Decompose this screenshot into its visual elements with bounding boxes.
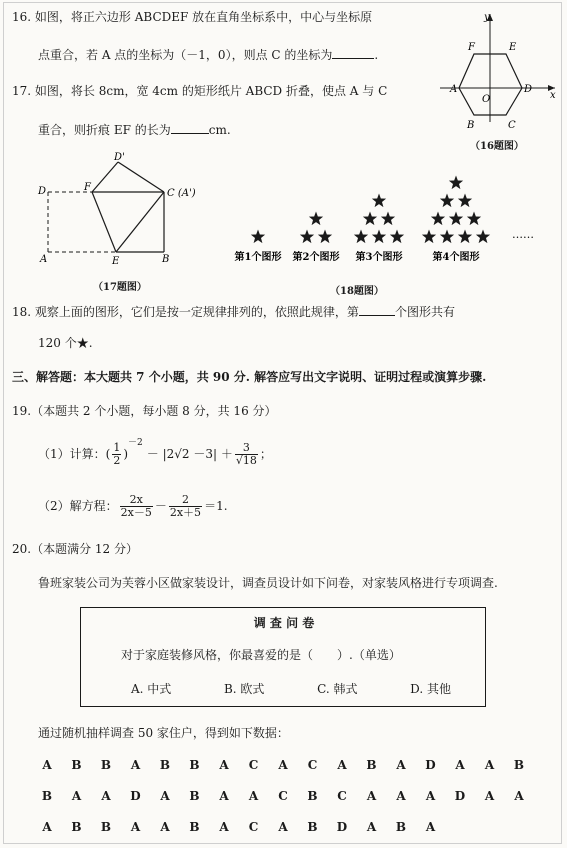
- star-icon: [440, 194, 454, 208]
- survey-data-cell: B: [100, 758, 112, 772]
- q20-intro-text: （本题满分 12 分）: [31, 542, 138, 556]
- survey-data-cell: A: [425, 820, 436, 834]
- fig16-label-c: C: [508, 120, 516, 131]
- survey-data-cell: A: [366, 789, 377, 803]
- survey-data-cell: C: [278, 789, 288, 803]
- star-icon: [449, 212, 463, 226]
- q17-text-line2: 重合，则折痕 EF 的长为: [38, 123, 171, 137]
- survey-data-cell: A: [42, 758, 52, 772]
- q19-p1-label: （1）计算：: [38, 447, 106, 461]
- survey-data-cell: B: [189, 758, 200, 772]
- star-icon: [440, 230, 454, 244]
- fig17-label-a: A: [40, 254, 48, 265]
- fig17-label-dprime: D': [114, 152, 125, 163]
- q20-description: 鲁班家装公司为芙蓉小区做家装设计，调查员设计如下问卷，对家装风格进行专项调查.: [38, 576, 498, 590]
- q17-line1: [12, 84, 387, 98]
- star-icon: [458, 230, 472, 244]
- survey-options: [131, 682, 451, 696]
- q19-part2: [38, 488, 228, 524]
- fig16-diagram: [430, 10, 560, 130]
- star-icon: [354, 230, 368, 244]
- survey-data-cell: B: [307, 789, 318, 803]
- star-pattern-label: 第3个图形: [355, 252, 403, 263]
- q19-p2-minus: －: [154, 499, 167, 513]
- survey-data-cell: B: [189, 820, 200, 834]
- survey-data-cell: B: [159, 758, 171, 772]
- fig16-label-d: D: [524, 84, 533, 95]
- section3-heading: 三、解答题：本大题共 7 个小题，共 90 分. 解答应写出文字说明、证明过程或演算步骤.: [12, 370, 487, 384]
- q19-part1: （1）计算： ( $\frac{1}{2}$ ) $^{-2}$ － |2√2 －3| ＋ $\frac{3}{√18}$ ；: [38, 438, 272, 467]
- fig17-label-b: B: [162, 254, 170, 265]
- q19-intro-text: （本题共 2 个小题，每小题 8 分，共 16 分）: [31, 404, 277, 418]
- survey-data-cell: A: [71, 789, 82, 803]
- q18-line1: [12, 304, 455, 319]
- survey-option-b[interactable]: B. 欧式: [223, 682, 265, 696]
- star-pattern-1: [235, 230, 283, 264]
- survey-option-d[interactable]: D. 其他: [410, 682, 451, 696]
- survey-data-cell: A: [337, 758, 347, 772]
- q19-p2-fraction2: $\frac{2}{2x+5}$: [169, 492, 202, 519]
- survey-data-cell: B: [307, 820, 318, 834]
- survey-data-cell: A: [130, 820, 141, 834]
- survey-data-cell: A: [455, 758, 465, 772]
- survey-data-cell: A: [514, 789, 524, 803]
- q20-data-intro: 通过随机抽样调查 50 家住户，得到如下数据：: [38, 726, 289, 740]
- survey-data-cell: B: [41, 789, 53, 803]
- survey-data-cell: A: [484, 758, 495, 772]
- q16-line1: [12, 10, 372, 24]
- q19-p1-exponent: －2: [128, 438, 143, 448]
- survey-data-cell: A: [101, 789, 111, 803]
- survey-data-cell: B: [100, 820, 112, 834]
- survey-data-cell: A: [396, 789, 406, 803]
- survey-data-row: [40, 789, 526, 803]
- star-pattern-2: [293, 212, 341, 264]
- q19-p2-end: ＝1.: [204, 499, 228, 513]
- q17-line2: [38, 122, 231, 137]
- survey-data-cell: D: [425, 758, 436, 772]
- fig18-caption: （18题图）: [330, 286, 384, 297]
- star-icon: [422, 230, 436, 244]
- q17-answer-blank[interactable]: [171, 122, 209, 134]
- q16-answer-blank[interactable]: [332, 47, 374, 59]
- survey-data-cell: C: [248, 758, 259, 772]
- star-icon: [363, 212, 377, 226]
- q19-number: 19.: [12, 404, 32, 418]
- fig17-label-c: C (A'): [167, 188, 196, 199]
- survey-data-cell: B: [513, 758, 525, 772]
- star-icon: [300, 230, 314, 244]
- survey-data-cell: A: [160, 789, 170, 803]
- survey-data-cell: C: [307, 758, 318, 772]
- star-icon: [251, 230, 265, 244]
- fig17-label-d: D: [38, 186, 47, 197]
- fig17-label-f: F: [84, 182, 91, 193]
- star-icon: [372, 194, 386, 208]
- q19-p2-label: （2）解方程：: [38, 499, 118, 513]
- q18-answer-blank[interactable]: [359, 304, 395, 316]
- survey-data-cell: B: [366, 758, 377, 772]
- survey-option-a[interactable]: A. 中式: [131, 682, 172, 696]
- fig16-label-x: x: [550, 90, 556, 101]
- star-pattern-label: 第1个图形: [234, 252, 282, 263]
- fig16-label-f: F: [468, 42, 475, 53]
- star-icon: [309, 212, 323, 226]
- q19-p2-fraction1: $\frac{2x}{2x-5}$: [120, 492, 152, 519]
- q20-intro: [12, 542, 138, 556]
- survey-data-cell: A: [484, 789, 495, 803]
- survey-data-row: [40, 820, 438, 834]
- survey-data-cell: A: [278, 758, 288, 772]
- star-icon: [381, 212, 395, 226]
- survey-data-cell: B: [71, 758, 82, 772]
- survey-data-cell: A: [248, 789, 259, 803]
- q18-text-a: 观察上面的图形，它们是按一定规律排列的，依照此规律，第: [34, 305, 359, 319]
- fig16-label-o: O: [482, 94, 491, 105]
- fig18-ellipsis: ……: [512, 228, 534, 241]
- fig16-label-b: B: [467, 120, 475, 131]
- fig18-diagram: [222, 180, 552, 270]
- survey-data-row: [40, 758, 526, 772]
- fig17-diagram: [30, 152, 210, 272]
- survey-data-cell: B: [395, 820, 407, 834]
- survey-data-cell: A: [130, 758, 141, 772]
- q16-number: 16.: [12, 10, 32, 24]
- fig16-label-a: A: [450, 84, 458, 95]
- star-icon: [458, 194, 472, 208]
- q16-line2: 点重合，若 A 点的坐标为（－1，0），则点 C 的坐标为 .: [38, 48, 379, 62]
- survey-data-cell: A: [219, 820, 229, 834]
- survey-data-cell: A: [366, 820, 377, 834]
- q17-text-line1: 如图，将长 8cm，宽 4cm 的矩形纸片 ABCD 折叠，使点 A 与 C: [34, 84, 388, 98]
- fig17-label-e: E: [112, 256, 120, 267]
- star-icon: [431, 212, 445, 226]
- survey-data-cell: D: [130, 789, 141, 803]
- survey-title: 调 查 问 卷: [253, 616, 315, 630]
- q18-number: 18.: [12, 305, 32, 319]
- survey-data-cell: D: [336, 820, 348, 834]
- survey-data-cell: A: [219, 789, 229, 803]
- q20-number: 20.: [12, 542, 32, 556]
- star-pattern-label: 第4个图形: [432, 252, 480, 263]
- star-icon: [372, 230, 386, 244]
- star-icon: [390, 230, 404, 244]
- q16-text-line1: 如图，将正六边形 ABCDEF 放在直角坐标系中，中心与坐标原: [34, 10, 373, 24]
- survey-data-cell: C: [337, 789, 347, 803]
- q18-line2: 120 个★.: [38, 336, 93, 350]
- q16-text-line2: 点重合，若 A 点的坐标为（－1，0），则点 C 的坐标为: [38, 48, 333, 62]
- survey-data-cell: B: [189, 789, 200, 803]
- fig16-label-y: y: [484, 12, 490, 23]
- survey-data-cell: A: [219, 758, 229, 772]
- survey-data-cell: A: [396, 758, 406, 772]
- star-icon: [467, 212, 481, 226]
- survey-box: [80, 607, 486, 707]
- q17-number: 17.: [12, 84, 32, 98]
- survey-data-cell: A: [42, 820, 52, 834]
- survey-data-cell: A: [278, 820, 288, 834]
- survey-data-cell: A: [425, 789, 436, 803]
- q19-p1-fraction2: $\frac{3}{√18}$: [235, 440, 257, 467]
- fig16-label-e: E: [509, 42, 517, 53]
- survey-option-c[interactable]: C. 韩式: [317, 682, 358, 696]
- star-icon: [318, 230, 332, 244]
- star-pattern-3: [354, 194, 404, 264]
- q19-p1-middle: － |2√2 －3| ＋: [146, 447, 233, 461]
- star-pattern-label: 第2个图形: [292, 252, 340, 263]
- q19-p1-fraction1: $\frac{1}{2}$: [113, 440, 121, 467]
- fig17-caption: （17题图）: [93, 282, 147, 293]
- star-pattern-4: [422, 176, 490, 264]
- q17-unit: cm.: [208, 123, 231, 137]
- survey-data-cell: B: [71, 820, 82, 834]
- survey-data-cell: D: [454, 789, 466, 803]
- fig16-caption: （16题图）: [470, 141, 524, 152]
- survey-data-cell: A: [160, 820, 170, 834]
- q19-intro: [12, 404, 277, 418]
- survey-question: 对于家庭装修风格，你最喜爱的是（ ）.（单选）: [121, 648, 401, 662]
- star-icon: [476, 230, 490, 244]
- q18-text-b: 个图形共有: [394, 305, 455, 319]
- survey-data-cell: C: [248, 820, 259, 834]
